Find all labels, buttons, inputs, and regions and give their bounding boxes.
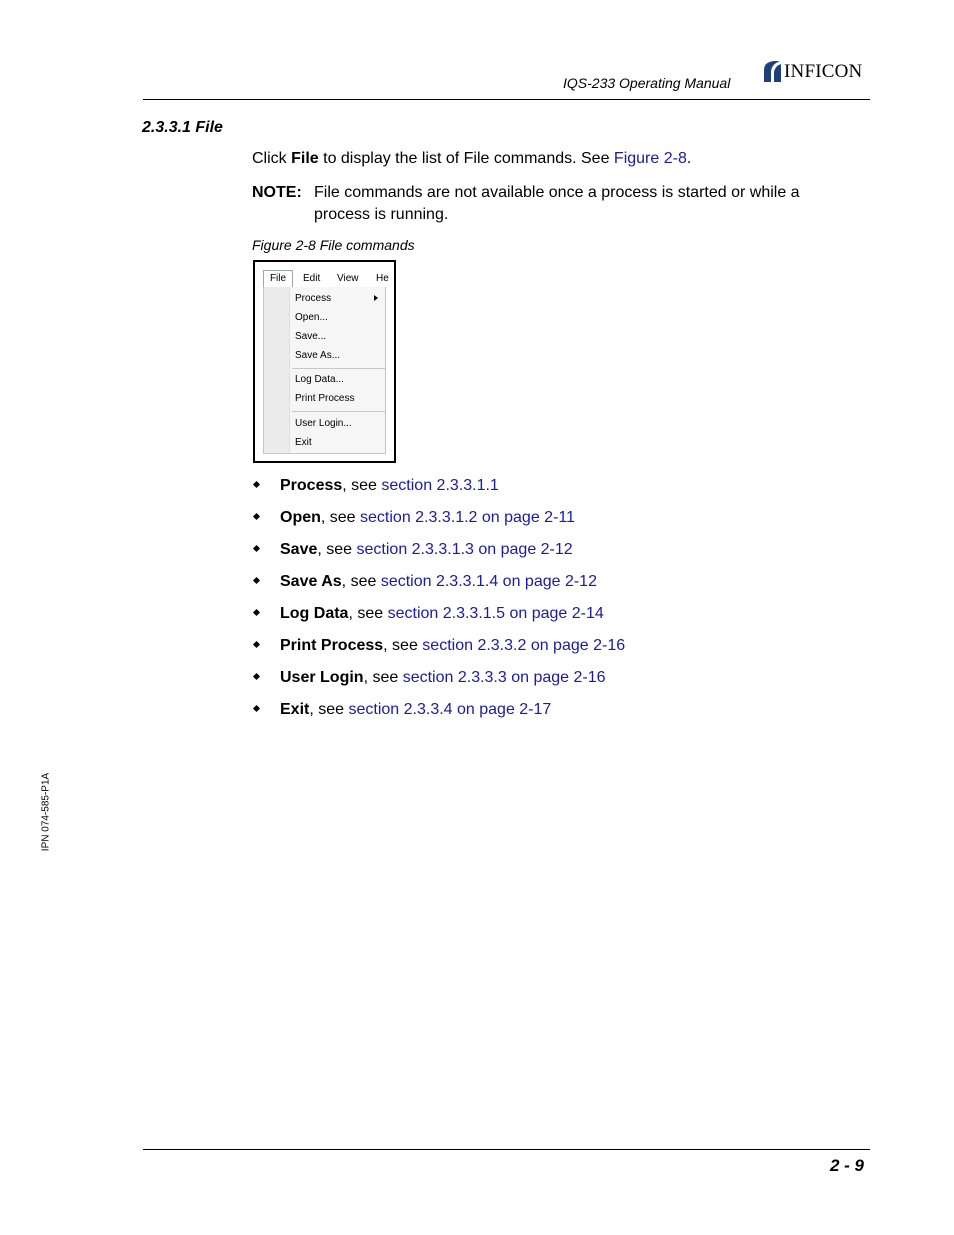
intro-middle: to display the list of File commands. See xyxy=(318,150,614,167)
menu-icon-gutter xyxy=(264,287,290,453)
section-link[interactable]: section 2.3.3.2 on page 2-16 xyxy=(422,637,626,654)
note-label: NOTE: xyxy=(252,184,302,201)
intro-bold: File xyxy=(291,150,319,167)
section-link[interactable]: section 2.3.3.3 on page 2-16 xyxy=(402,669,606,686)
inficon-logo-icon xyxy=(760,58,784,84)
menu-item-user-login[interactable]: User Login... xyxy=(295,418,352,429)
menu-help[interactable]: He xyxy=(376,273,389,284)
command-name: Open xyxy=(280,509,321,526)
menu-item-print-process[interactable]: Print Process xyxy=(295,393,355,404)
menu-item-save[interactable]: Save... xyxy=(295,331,327,342)
bullet-diamond-icon xyxy=(253,481,260,488)
logo-text: INFICON xyxy=(784,61,863,82)
section-link[interactable]: section 2.3.3.1.4 on page 2-12 xyxy=(380,573,597,590)
menu-bar xyxy=(263,270,394,287)
figure-caption: Figure 2-8 File commands xyxy=(252,237,415,253)
bullet-diamond-icon xyxy=(253,545,260,552)
figure-link[interactable]: Figure 2-8 xyxy=(613,150,687,167)
inficon-logo xyxy=(760,58,872,84)
menu-item-process[interactable]: Process xyxy=(295,293,332,304)
bullet-diamond-icon xyxy=(253,513,260,520)
see-text: , see xyxy=(320,509,361,526)
bullet-diamond-icon xyxy=(253,609,260,616)
bullet-diamond-icon xyxy=(253,641,260,648)
manual-title: IQS-233 Operating Manual xyxy=(563,75,731,91)
menu-view[interactable]: View xyxy=(337,273,359,284)
submenu-arrow-icon xyxy=(374,295,378,301)
section-link[interactable]: section 2.3.3.1.2 on page 2-11 xyxy=(360,509,576,526)
see-text: , see xyxy=(342,477,382,494)
intro-suffix: . xyxy=(686,150,692,167)
command-name: Save As xyxy=(280,573,342,590)
intro-prefix: Click xyxy=(252,150,292,167)
command-name: Process xyxy=(280,477,343,494)
see-text: , see xyxy=(317,541,357,558)
section-link[interactable]: section 2.3.3.1.3 on page 2-12 xyxy=(356,541,573,558)
menu-separator xyxy=(292,411,386,412)
bullet-diamond-icon xyxy=(253,577,260,584)
note-text: File commands are not available once a process is started or while a process is running. xyxy=(314,184,800,223)
menu-item-open[interactable]: Open... xyxy=(295,312,328,323)
bullet-diamond-icon xyxy=(253,673,260,680)
menu-separator xyxy=(292,368,386,369)
command-name: Save xyxy=(280,541,318,558)
footer-rule xyxy=(143,1149,870,1150)
see-text: , see xyxy=(348,605,388,622)
section-heading: 2.3.3.1 File xyxy=(142,119,223,136)
see-text: , see xyxy=(363,669,403,686)
header-rule xyxy=(143,99,870,100)
menu-file[interactable]: File xyxy=(263,270,293,287)
menu-item-exit[interactable]: Exit xyxy=(295,437,312,448)
page-number: 2 - 9 xyxy=(830,1156,865,1175)
command-name: User Login xyxy=(280,669,364,686)
command-name: Log Data xyxy=(280,605,349,622)
file-dropdown xyxy=(263,287,386,454)
section-link[interactable]: section 2.3.3.1.1 xyxy=(381,477,499,494)
command-name: Print Process xyxy=(280,637,384,654)
section-link[interactable]: section 2.3.3.1.5 on page 2-14 xyxy=(387,605,604,622)
section-link[interactable]: section 2.3.3.4 on page 2-17 xyxy=(348,701,552,718)
menu-item-save-as[interactable]: Save As... xyxy=(295,350,341,361)
ipn-label: IPN 074-585-P1A xyxy=(40,772,52,852)
menu-item-log-data[interactable]: Log Data... xyxy=(295,374,344,385)
intro-paragraph xyxy=(252,150,691,168)
see-text: , see xyxy=(383,637,423,654)
see-text: , see xyxy=(309,701,349,718)
bullet-diamond-icon xyxy=(253,705,260,712)
command-name: Exit xyxy=(280,701,310,718)
menu-edit[interactable]: Edit xyxy=(303,273,321,284)
see-text: , see xyxy=(341,573,381,590)
file-menu-figure xyxy=(253,260,396,463)
